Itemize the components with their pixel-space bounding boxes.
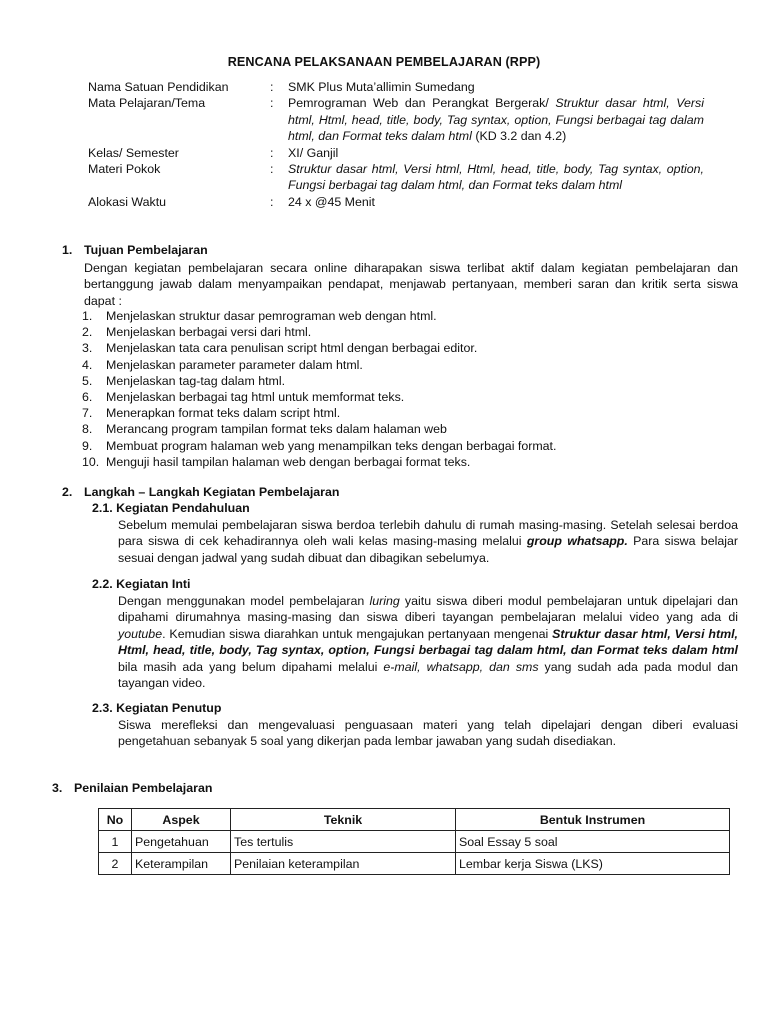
list-item-number: 8. — [82, 422, 93, 437]
section-title: Penilaian Pembelajaran — [74, 781, 213, 795]
subsection-2-3-heading: 2.3. Kegiatan Penutup — [92, 701, 222, 715]
subsection-2-1-heading: 2.1. Kegiatan Pendahuluan — [92, 501, 250, 515]
list-item-number: 1. — [82, 309, 93, 323]
list-item-text: Membuat program halaman web yang menampilkan teks dengan berbagai format. — [106, 438, 557, 453]
table-cell: Pengetahuan — [132, 831, 231, 853]
identity-value: 24 x @45 Menit — [288, 194, 375, 209]
identity-label: Materi Pokok — [88, 162, 161, 177]
list-item — [82, 308, 742, 324]
list-item — [82, 340, 742, 356]
identity-colon: : — [270, 194, 274, 209]
list-item-number: 6. — [82, 390, 93, 405]
list-item — [82, 454, 742, 470]
text-run: Sebelum memulai pembelajaran siswa berdoa terlebih dahulu di rumah masing-masing. Setelah selesai berdoa para siswa di cek kehadirannya oleh wali kelas masing-masing melalui — [118, 518, 738, 549]
list-item — [82, 389, 742, 405]
list-item-text: Menjelaskan berbagai versi dari html. — [106, 325, 312, 340]
text-run: e-mail, whatsapp, dan sms — [383, 659, 539, 674]
list-item-text: Menjelaskan berbagai tag html untuk memformat teks. — [106, 390, 405, 405]
list-item — [82, 357, 742, 373]
list-item-text: Menjelaskan tata cara penulisan script html dengan berbagai editor. — [106, 341, 478, 356]
list-item-number: 9. — [82, 438, 93, 453]
section-number: 1. — [62, 243, 73, 257]
list-item — [82, 438, 742, 454]
subsection-2-1-text — [118, 517, 738, 566]
text-run: yang sudah ada pada modul dan tayangan video. — [118, 659, 739, 691]
list-item-number: 10. — [82, 454, 100, 469]
list-item-number: 7. — [82, 406, 93, 421]
text-run: Dengan menggunakan model pembelajaran — [118, 594, 370, 608]
table-header-cell: Aspek — [132, 809, 231, 831]
table-header-row — [99, 809, 730, 831]
identity-row-materi — [88, 161, 704, 194]
list-item-number: 3. — [82, 341, 93, 356]
table-row — [99, 853, 730, 875]
text-run: bila masih ada yang belum dipahami melalui — [118, 659, 384, 674]
list-item — [82, 324, 742, 340]
identity-colon: : — [270, 145, 274, 160]
assessment-table — [98, 808, 730, 875]
text-run: group whatsapp. — [526, 534, 628, 549]
identity-value — [288, 95, 704, 144]
list-item-text: Menguji hasil tampilan halaman web dengan berbagai format teks. — [106, 454, 471, 469]
list-item-text: Menjelaskan struktur dasar pemrograman web dengan html. — [106, 309, 437, 323]
table-cell: Tes tertulis — [231, 831, 456, 853]
table-header-cell: No — [99, 809, 132, 831]
identity-row-mapel — [88, 95, 704, 144]
text-run: . Kemudian siswa diarahkan untuk mengajukan pertanyaan mengenai — [162, 626, 553, 641]
list-item-text: Merancang program tampilan format teks dalam halaman web — [106, 422, 447, 437]
section-title: Langkah – Langkah Kegiatan Pembelajaran — [84, 485, 340, 499]
identity-value: XI/ Ganjil — [288, 145, 339, 160]
table-cell: Keterampilan — [132, 853, 231, 875]
identity-row-kelas — [88, 145, 704, 161]
list-item-text: Menjelaskan parameter parameter dalam html. — [106, 357, 363, 372]
section-2-heading — [62, 485, 339, 499]
table-header-cell: Teknik — [231, 809, 456, 831]
subsection-2-2-text — [118, 593, 738, 691]
table-header-cell: Bentuk Instrumen — [456, 809, 730, 831]
identity-colon: : — [270, 80, 274, 94]
section-number: 3. — [52, 781, 63, 795]
list-item — [82, 421, 742, 437]
objectives-list — [82, 308, 742, 470]
document-title: RENCANA PELAKSANAAN PEMBELAJARAN (RPP) — [227, 55, 541, 69]
text-run: Para siswa belajar sesuai dengan jadwal yang sudah dibuat dan dibagikan sebelumya. — [118, 534, 738, 565]
identity-colon: : — [270, 162, 274, 177]
table-cell: 2 — [99, 853, 132, 875]
text-run: luring — [369, 594, 400, 608]
section-title: Tujuan Pembelajaran — [84, 243, 208, 257]
list-item-number: 2. — [82, 325, 93, 340]
mapel-topics: Struktur dasar html, Versi html, Html, head, title, body, Tag syntax, option, Fungsi berbagai tag dalam html, dan Format teks dalam html — [288, 96, 704, 144]
identity-row-alokasi — [88, 194, 704, 210]
identity-value: SMK Plus Muta’allimin Sumedang — [288, 80, 475, 94]
subsection-2-3-text: Siswa merefleksi dan mengevaluasi penguasaan materi yang telah dipelajari dengan diberi evaluasi pengetahuan sebanyak 5 soal yang dikerjan pada lembar jawaban yang sudah disediakan. — [118, 718, 738, 749]
identity-label: Mata Pelajaran/Tema — [88, 96, 206, 111]
list-item — [82, 373, 742, 389]
mapel-subject: Pemrograman Web dan Perangkat Bergerak/ — [288, 96, 549, 111]
identity-colon: : — [270, 96, 274, 111]
table-cell: Soal Essay 5 soal — [456, 831, 730, 853]
text-run: Struktur dasar html, Versi html, Html, head, title, body, Tag syntax, option, Fungsi berbagai tag dalam html, dan Format teks dalam html — [118, 626, 738, 658]
subsection-2-2-heading: 2.2. Kegiatan Inti — [92, 577, 191, 591]
list-item-text: Menerapkan format teks dalam script html. — [106, 406, 341, 421]
section-1-intro: Dengan kegiatan pembelajaran secara online diharapakan siswa terlibat aktif dalam kegiatan pembelajaran dan bertanggung jawab dalam menyampaikan pendapat, menjawab pertanyaan, memberi saran dan kritik serta siswa dapat : — [84, 261, 738, 308]
identity-row-satuan — [88, 79, 704, 95]
section-3-heading — [52, 781, 212, 795]
table-cell: Penilaian keterampilan — [231, 853, 456, 875]
section-1-heading — [62, 243, 208, 257]
text-run: yaitu siswa diberi modul pembelajaran untuk dipelajari dan dipahami dirumahnya masing-masing dan siswa diberi tayangan pembelajaran melalui video yang ada di — [118, 594, 738, 625]
mapel-kd: (KD 3.2 dan 4.2) — [475, 129, 567, 144]
list-item-number: 4. — [82, 357, 93, 372]
list-item-number: 5. — [82, 373, 93, 388]
section-number: 2. — [62, 485, 73, 499]
table-row — [99, 831, 730, 853]
list-item-text: Menjelaskan tag-tag dalam html. — [106, 373, 286, 388]
table-cell: Lembar kerja Siswa (LKS) — [456, 853, 730, 875]
identity-label: Kelas/ Semester — [88, 145, 179, 160]
text-run: youtube — [118, 626, 163, 641]
list-item — [82, 405, 742, 421]
table-cell: 1 — [99, 831, 132, 853]
identity-label: Alokasi Waktu — [88, 194, 167, 209]
identity-block — [88, 79, 704, 210]
identity-label: Nama Satuan Pendidikan — [88, 80, 229, 94]
identity-value: Struktur dasar html, Versi html, Html, head, title, body, Tag syntax, option, Fungsi berbagai tag dalam html, dan Format teks dalam html — [288, 162, 704, 193]
